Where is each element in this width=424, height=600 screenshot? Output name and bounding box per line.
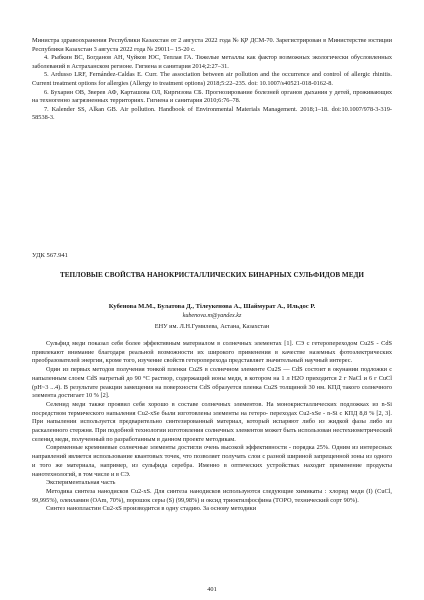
body-paragraph: Методика синтеза нанодисков Cu2-xS. Для синтеза нанодисков используются следующие химикаты : хлорид меди (I) (CuCl, 99,995%), олеиламин (OAm, 70%), порошок серы (S) (99,98%) и оксид триоктилфосфина (TOPO, технический сорт 90%). bbox=[32, 487, 392, 504]
body-paragraph: Синтез нанопластин Cu2-xS производится в одну стадию. За основу методики bbox=[46, 505, 257, 513]
affiliation: ЕНУ им. Л.Н.Гумилева, Астана, Казахстан bbox=[154, 323, 270, 330]
body-paragraph: Современные кремниевые солнечные элементы достигли очень высокой эффективности - порядка 25%. Одним из интересных направлений является использование квантовых точек, что позволяет получать слои с разной шириной запрещенной зоны из одного и того же материала, например, из сульфида серебра. Именно в оптических устройствах находит применение продукты нанотехнологий, в том числе и в СЭ. bbox=[32, 444, 392, 478]
body-paragraph: Селенид меди также проявил себя хорошо в составе солнечных элементов. На монокристаллических подложках из n-Si посредством термического напыления Cu2-xSe были изготовлены элементы на гетеро- переходах Cu2-xSe - n-Si с КПД 8,8 % [2, 3]. При напылении используется предварительно синтезированный материал, который испаряют либо из жидкой фазы либо из раскаленного стержня. При подобной технологии изготовления солнечных элементов может быть использован нестехиометрический селенид меди, полученный по разработанным в данном проекте методикам. bbox=[32, 400, 392, 443]
reference-item: 6. Бухарин ОВ, Зверев АФ, Карташова ОЛ, Киргизова СБ. Прогнозирование болезней органов дыхания у детей, проживающих на техногенно загрязненных территориях. Гигиена и санитария 2010;6:76–78. bbox=[32, 88, 392, 105]
body-paragraph: Сульфид меди показал себя более эффективным материалом в солнечных элементах [1]. СЭ с гетеропереходом Cu2S - CdS привлекают внимание благодаря реальной возможности их широкого применения в качестве наземных фотоэлектрических преобразователей энергии, кроме того, изучение свойств гетероперехода представляет значительный научный интерес. bbox=[32, 340, 392, 365]
section-heading: Экспериментальная часть bbox=[46, 479, 116, 487]
author-email: kubenova.m@yandex.kz bbox=[182, 313, 242, 319]
reference-item: 5. Ardusso LRF, Fernández-Caldas E. Curr. The association between air pollution and the occurrence and control of allergic rhinitis. Current treatment options for allergies (Allergy to treatment options) 2018;5:22–235. doi: 10.1007/s40521-018-0162-8. bbox=[32, 71, 392, 87]
udk-code: УДК 567.941 bbox=[32, 252, 68, 259]
reference-item: 4. Рыбкин ВС, Богданов АН, Чуйков ЮС, Теплая ГА. Тяжелые металлы как фактор возможных экологически обусловленных заболеваний в Астраханском регионе. Гигиена и санитария 2014;2:27–31. bbox=[32, 54, 392, 70]
reference-item: Министра здравоохранения Республики Казахстан от 2 августа 2022 года № ҚР ДСМ-70. Зарегистрирован в Министерстве юстиции Республики Казахстан 3 августа 2022 года № 29011– 15-20 с. bbox=[32, 37, 392, 53]
reference-list bbox=[32, 37, 392, 123]
article-body bbox=[32, 340, 392, 514]
page-number: 401 bbox=[207, 586, 217, 593]
body-paragraph: Один из первых методов получения тонкой пленки Cu2S в солнечном элементе Cu2S — CdS состоит в окунании подложки с напыленным слоем CdS нагретый до 90 °C раствор, содержащий ионы меди, в котором на 1 л H2O приходится 2 г NaCl и 6 г CuCl (pH~3 ...4). В результате реакции замещения на поверхности CdS образуется пленка Cu2S толщиной 30 нм. КПД такого солнечного элемента достигает 10 % [2]. bbox=[32, 366, 392, 400]
reference-item: 7. Kalender SS, Alkan GB. Air pollution. Handbook of Environmental Materials Management. 2018;1–18. doi:10.1007/978-3-319- 58538-3. bbox=[32, 105, 392, 122]
article-title: ТЕПЛОВЫЕ СВОЙСТВА НАНОКРИСТАЛЛИЧЕСКИХ БИНАРНЫХ СУЛЬФИДОВ МЕДИ bbox=[59, 271, 365, 279]
authors: Кубенова М.М., Булатова Д., Тілеукенова А., Шаймурат А., Ильдос Р. bbox=[108, 303, 316, 310]
